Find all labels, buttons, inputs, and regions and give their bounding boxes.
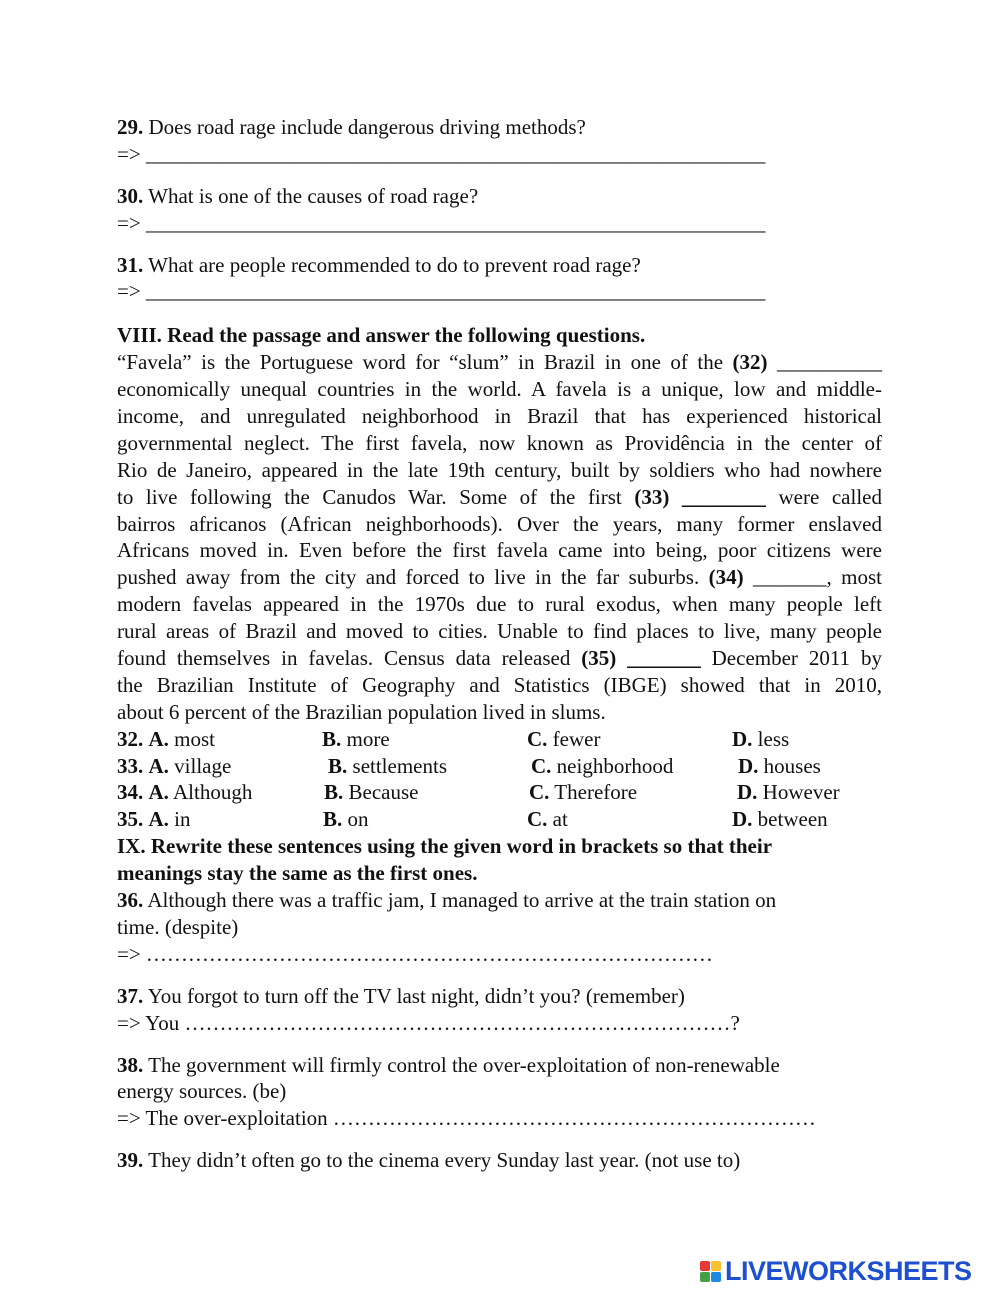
answer-line[interactable]: => ……………………………………………………………………… — [117, 941, 713, 966]
option-text: fewer — [552, 726, 601, 751]
passage-text: the Brazilian Institute of Geography and Statistics (IBGE) showed that in 2010, — [117, 672, 882, 697]
option-text: village — [174, 753, 232, 778]
passage-text: found themselves in favelas. Census data released — [117, 646, 582, 671]
liveworksheets-logo — [700, 1255, 972, 1287]
option-question-number: 34. — [117, 780, 144, 805]
option-text: neighborhood — [556, 753, 674, 778]
option-b[interactable] — [328, 753, 447, 780]
option-letter: D. — [732, 807, 753, 832]
logo-square — [711, 1261, 721, 1271]
answer-line[interactable]: => The over-exploitation …………………………………………………………… — [117, 1106, 816, 1131]
option-letter: B. — [323, 807, 343, 832]
option-letter: D. — [732, 726, 753, 751]
question-text-continued: time. (despite) — [117, 914, 239, 939]
question-29 — [117, 114, 882, 168]
passage-line — [117, 376, 882, 403]
question-number: 30. — [117, 183, 144, 208]
answer-line[interactable]: => ___________________________________________________________ — [117, 279, 766, 304]
logo-square — [700, 1272, 710, 1282]
question-30 — [117, 183, 882, 237]
option-question-number: 32. — [117, 726, 144, 751]
option-text: less — [757, 726, 790, 751]
option-row — [117, 806, 882, 833]
blank-marker[interactable]: (35) _______ — [581, 646, 701, 671]
option-d[interactable] — [737, 779, 840, 806]
question-number: 31. — [117, 252, 144, 277]
question-text: Although there was a traffic jam, I managed to arrive at the train station on — [143, 888, 777, 913]
option-text: However — [762, 780, 840, 805]
answer-line[interactable]: => ___________________________________________________________ — [117, 141, 766, 166]
option-text: at — [552, 807, 568, 832]
option-letter: B. — [322, 726, 342, 751]
question-text: They didn’t often go to the cinema every Sunday last year. (not use to) — [143, 1148, 741, 1173]
option-text: houses — [763, 753, 821, 778]
logo-text: LIVEWORKSHEETS — [725, 1255, 972, 1286]
blank-marker[interactable]: (34) — [708, 565, 744, 590]
question-text: What are people recommended to do to prevent road rage? — [143, 252, 641, 277]
passage-line — [117, 511, 882, 538]
option-a[interactable] — [117, 806, 191, 833]
option-a[interactable] — [117, 726, 215, 753]
option-c[interactable] — [527, 806, 568, 833]
question-number: 29. — [117, 115, 144, 139]
passage-text: governmental neglect. The first favela, now known as Providência in the center of — [117, 430, 882, 455]
blank-marker[interactable]: (32) — [732, 350, 768, 375]
option-letter: D. — [738, 753, 759, 778]
answer-line[interactable]: => ___________________________________________________________ — [117, 210, 766, 235]
question-37 — [117, 983, 882, 1037]
option-letter: A. — [148, 807, 169, 832]
question-text: The government will firmly control the over-exploitation of non-renewable — [143, 1052, 780, 1077]
question-number: 39. — [117, 1148, 144, 1173]
option-row — [117, 726, 882, 753]
passage-text: _______, most — [743, 565, 882, 590]
option-a[interactable] — [117, 753, 231, 780]
option-letter: B. — [328, 753, 348, 778]
option-letter: A. — [148, 726, 169, 751]
option-text: Although — [173, 780, 253, 805]
passage-line — [117, 484, 882, 511]
passage-line — [117, 591, 882, 618]
option-a[interactable] — [117, 779, 252, 806]
option-b[interactable] — [324, 779, 418, 806]
option-b[interactable] — [322, 726, 390, 753]
logo-grid-icon — [700, 1261, 721, 1282]
option-c[interactable] — [527, 726, 600, 753]
option-letter: C. — [531, 753, 552, 778]
passage-line — [117, 564, 882, 591]
option-d[interactable] — [738, 753, 821, 780]
logo-square — [711, 1272, 721, 1282]
question-text: You forgot to turn off the TV last night, didn’t you? (remember) — [143, 983, 685, 1008]
option-c[interactable] — [531, 753, 673, 780]
option-question-number: 35. — [117, 807, 144, 832]
question-31 — [117, 252, 882, 306]
answer-options — [117, 726, 882, 834]
passage-text: Africans moved in. Even before the first favela came into being, poor citizens were — [117, 538, 882, 563]
option-text: most — [174, 726, 216, 751]
passage-line — [117, 645, 882, 672]
passage — [117, 349, 882, 725]
passage-line — [117, 699, 882, 726]
passage-text: “Favela” is the Portuguese word for “slum” in Brazil in one of the — [117, 350, 733, 375]
option-row — [117, 753, 882, 780]
option-letter: C. — [529, 780, 550, 805]
passage-text: rural areas of Brazil and moved to cities. Unable to find places to live, many people — [117, 619, 882, 644]
option-d[interactable] — [732, 726, 789, 753]
passage-text: economically unequal countries in the world. A favela is a unique, low and middle- — [117, 377, 882, 402]
worksheet-page — [117, 114, 882, 1174]
question-text: Does road rage include dangerous driving methods? — [143, 115, 586, 139]
question-36 — [117, 887, 882, 968]
option-text: more — [346, 726, 390, 751]
option-text: Because — [348, 780, 419, 805]
passage-text: bairros africanos (African neighborhoods). Over the years, many former enslaved — [117, 511, 882, 536]
option-b[interactable] — [323, 806, 369, 833]
passage-text: __________ — [767, 350, 883, 375]
passage-text: pushed away from the city and forced to live in the far suburbs. — [117, 565, 709, 590]
section-9-heading-line-1: IX. Rewrite these sentences using the given word in brackets so that their — [117, 834, 773, 859]
option-letter: B. — [324, 780, 344, 805]
question-number: 37. — [117, 983, 144, 1008]
passage-line — [117, 430, 882, 457]
option-text: Therefore — [554, 780, 638, 805]
option-text: in — [174, 807, 191, 832]
logo-square — [700, 1261, 710, 1271]
passage-text: were called — [765, 484, 882, 509]
question-text-continued: energy sources. (be) — [117, 1079, 287, 1104]
option-letter: A. — [148, 780, 169, 805]
passage-text: Rio de Janeiro, appeared in the late 19th century, built by soldiers who had nowhere — [117, 457, 882, 482]
option-row — [117, 779, 882, 806]
passage-text: to live following the Canudos War. Some of the first — [117, 484, 635, 509]
option-text: on — [347, 807, 369, 832]
passage-line — [117, 672, 882, 699]
passage-line — [117, 457, 882, 484]
option-d[interactable] — [732, 806, 828, 833]
option-text: settlements — [352, 753, 447, 778]
passage-text: December 2011 by — [700, 646, 882, 671]
question-text: What is one of the causes of road rage? — [143, 183, 479, 208]
passage-line — [117, 618, 882, 645]
blank-marker[interactable]: (33) ________ — [634, 484, 766, 509]
answer-line[interactable]: => You ……………………………………………………………………? — [117, 1010, 740, 1035]
option-letter: A. — [148, 753, 169, 778]
question-number: 38. — [117, 1052, 144, 1077]
passage-text: about 6 percent of the Brazilian population lived in slums. — [117, 699, 606, 724]
section-9-heading-line-2: meanings stay the same as the first ones. — [117, 861, 478, 886]
question-39 — [117, 1147, 882, 1174]
passage-text: income, and unregulated neighborhood in Brazil that has experienced historical — [117, 404, 882, 429]
option-question-number: 33. — [117, 753, 144, 778]
question-number: 36. — [117, 888, 144, 913]
passage-line — [117, 403, 882, 430]
passage-line — [117, 349, 882, 376]
option-letter: C. — [527, 807, 548, 832]
option-text: between — [757, 807, 828, 832]
passage-line — [117, 537, 882, 564]
section-8-heading: VIII. Read the passage and answer the following questions. — [117, 323, 646, 348]
question-38 — [117, 1052, 882, 1133]
option-letter: D. — [737, 780, 758, 805]
option-c[interactable] — [529, 779, 637, 806]
passage-text: modern favelas appeared in the 1970s due to rural exodus, when many people left — [117, 592, 882, 617]
option-letter: C. — [527, 726, 548, 751]
